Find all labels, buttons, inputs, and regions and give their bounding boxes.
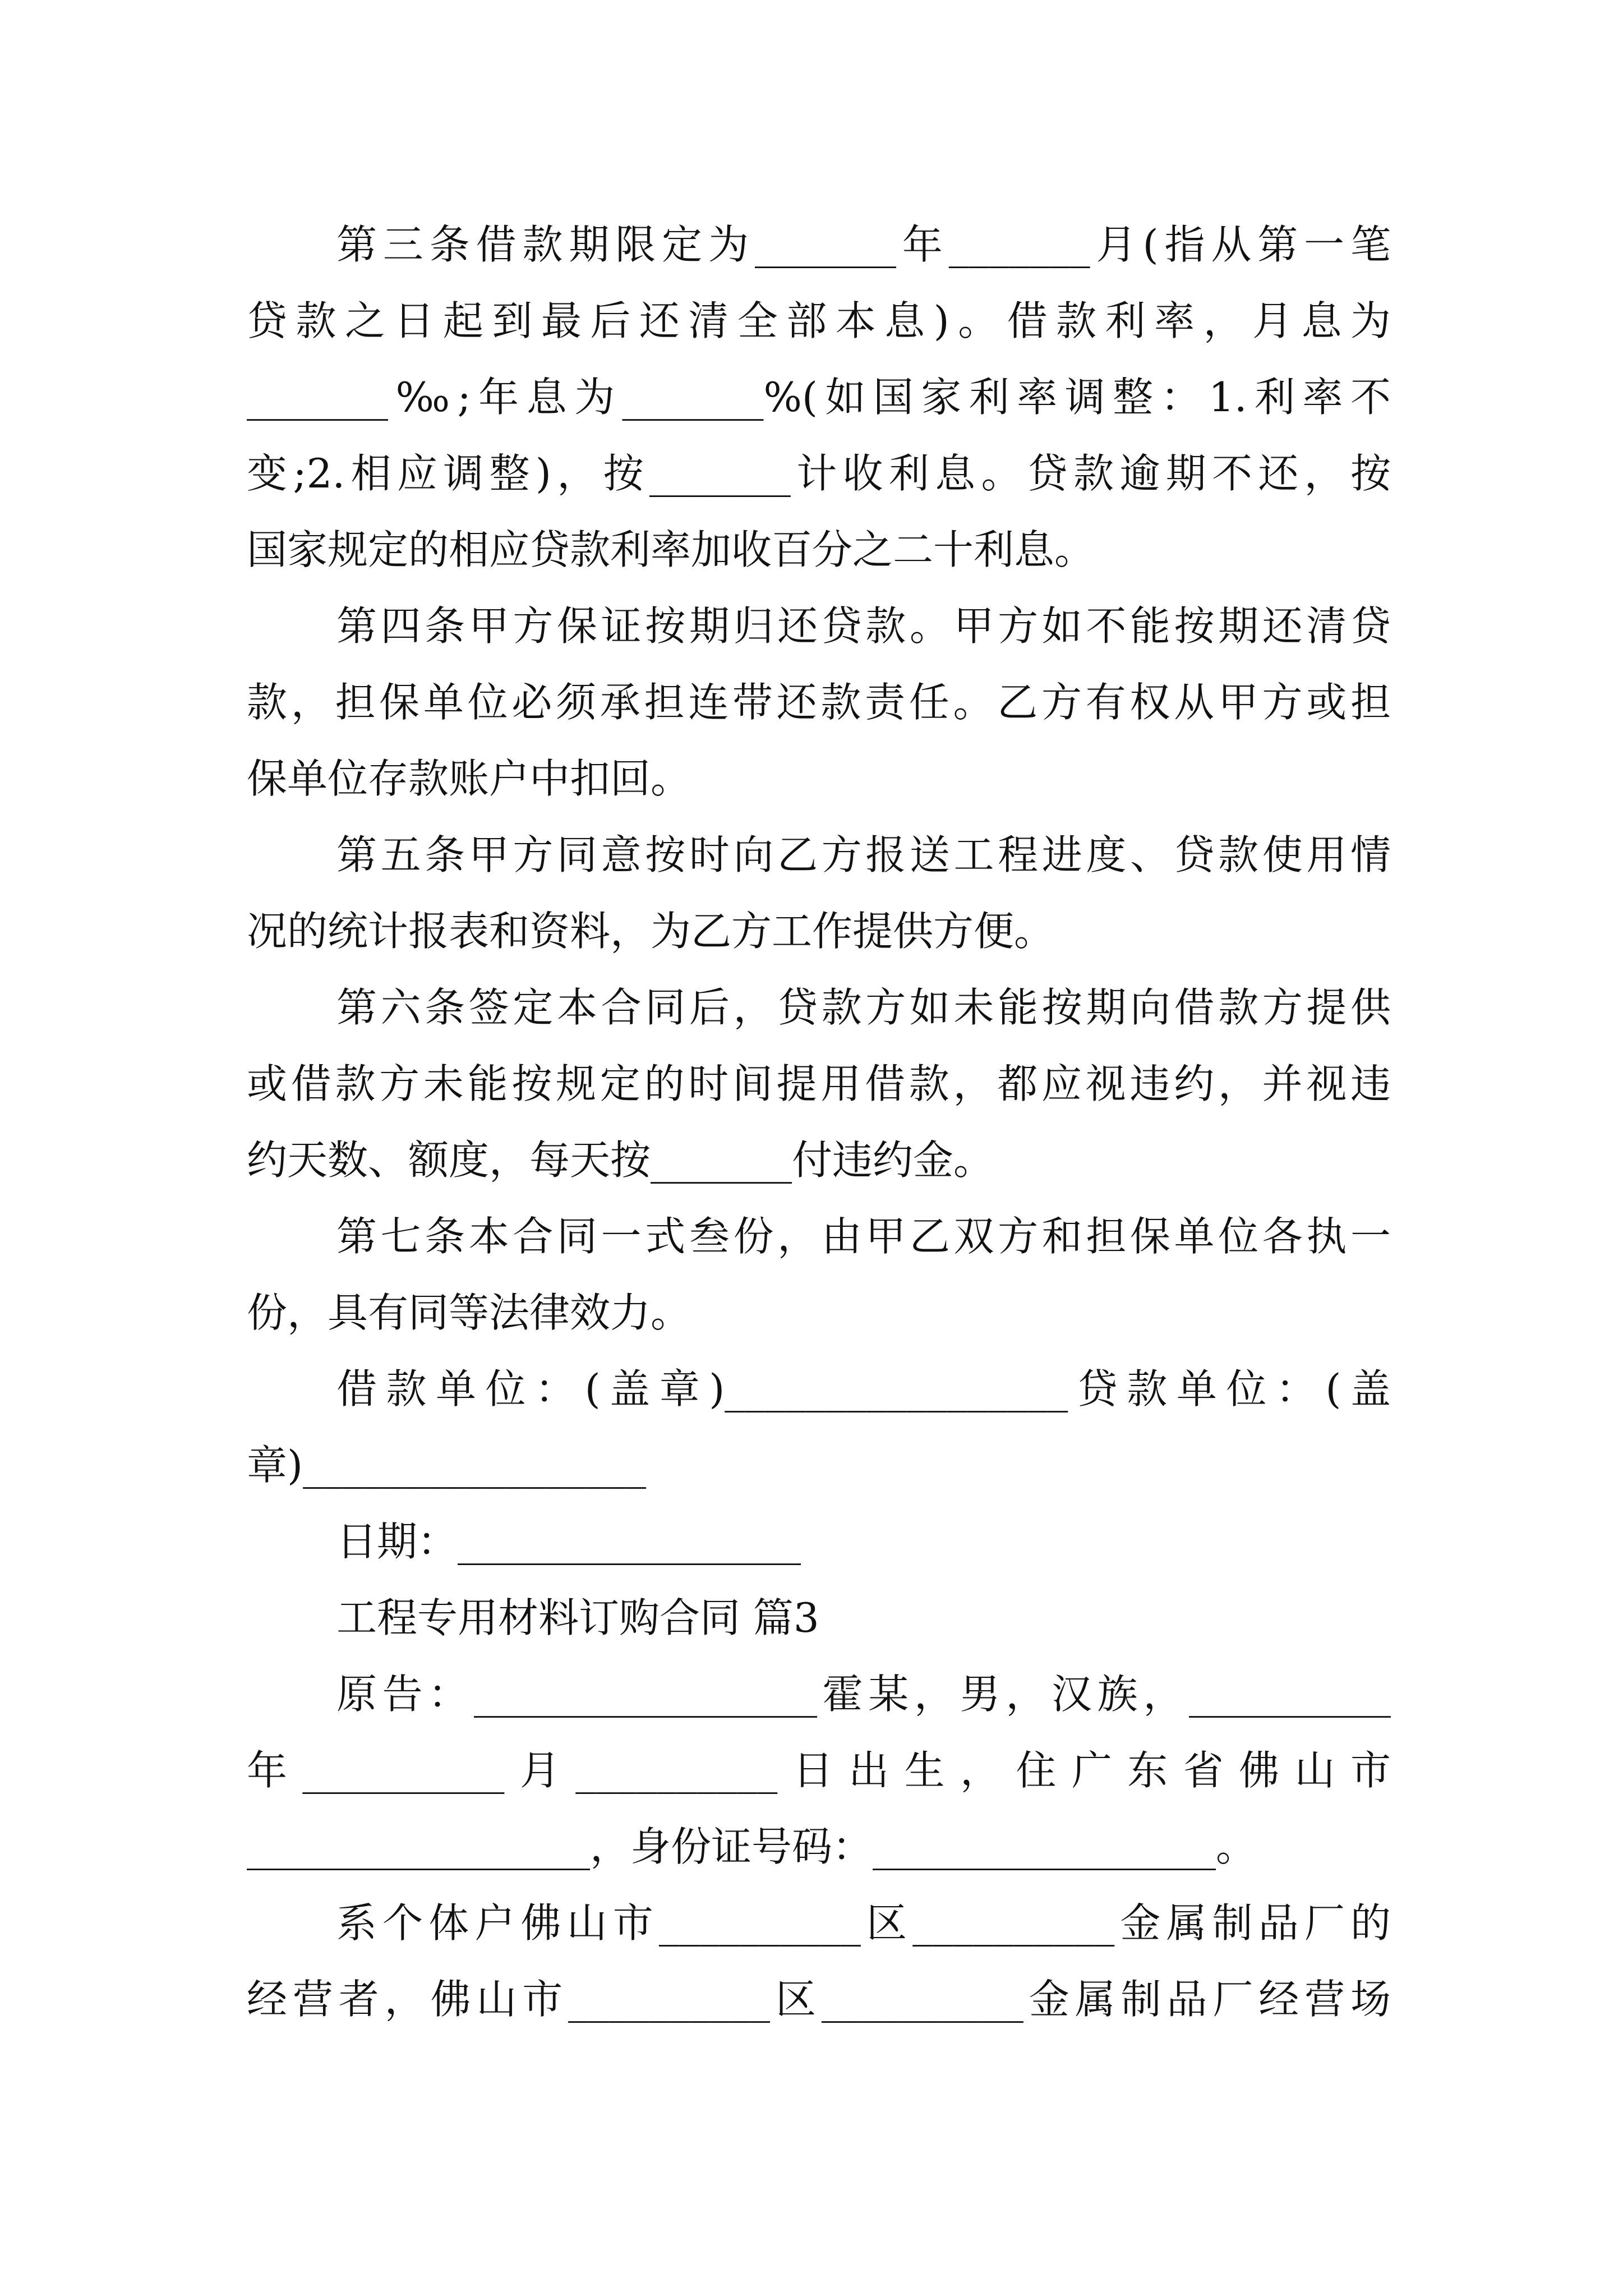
article-3-line-5: 国家规定的相应贷款利率加收百分之二十利息。 <box>247 526 1095 573</box>
article-4-line-2: 款，担保单位必须承担连带还款责任。乙方有权从甲方或担 <box>247 679 1391 726</box>
signature-line-1: 借款单位：(盖章)_________________贷款单位：(盖 <box>336 1365 1391 1412</box>
article-7-line-1: 第七条本合同一式叁份，由甲乙双方和担保单位各执一 <box>336 1213 1391 1260</box>
article-5-line-2: 况的统计报表和资料，为乙方工作提供方便。 <box>247 908 1055 955</box>
business-line-2: 经营者，佛山市__________区__________金属制品厂经营场 <box>247 1976 1391 2023</box>
article-7-line-2: 份，具有同等法律效力。 <box>247 1289 691 1336</box>
article-3-line-1: 第三条借款期限定为_______年_______月(指从第一笔 <box>336 221 1391 268</box>
plaintiff-line-1: 原告：_________________霍某，男，汉族，__________ <box>336 1671 1391 1718</box>
article-3-line-3: _______‰;年息为_______%(如国家利率调整：1.利率不 <box>247 374 1391 421</box>
signature-line-2: 章)_________________ <box>247 1442 647 1489</box>
date-line: 日期：_________________ <box>336 1518 801 1565</box>
article-3-line-4: 变;2.相应调整)，按_______计收利息。贷款逾期不还，按 <box>247 450 1391 497</box>
plaintiff-line-2: 年__________月__________日出生，住广东省佛山市 <box>247 1747 1391 1794</box>
section-heading: 工程专用材料订购合同 篇3 <box>336 1594 819 1641</box>
business-line-1: 系个体户佛山市__________区__________金属制品厂的 <box>336 1899 1391 1947</box>
plaintiff-line-3: _________________，身份证号码：_________________。 <box>247 1823 1257 1870</box>
article-6-line-2: 或借款方未能按规定的时间提用借款，都应视违约，并视违 <box>247 1060 1391 1107</box>
article-4-line-3: 保单位存款账户中扣回。 <box>247 755 691 802</box>
article-4-line-1: 第四条甲方保证按期归还贷款。甲方如不能按期还清贷 <box>336 602 1391 650</box>
article-6-line-1: 第六条签定本合同后，贷款方如未能按期向借款方提供 <box>336 984 1391 1031</box>
article-5-line-1: 第五条甲方同意按时向乙方报送工程进度、贷款使用情 <box>336 831 1391 878</box>
article-3-line-2: 贷款之日起到最后还清全部本息)。借款利率，月息为 <box>247 297 1391 344</box>
article-6-line-3: 约天数、额度，每天按_______付违约金。 <box>247 1137 994 1184</box>
